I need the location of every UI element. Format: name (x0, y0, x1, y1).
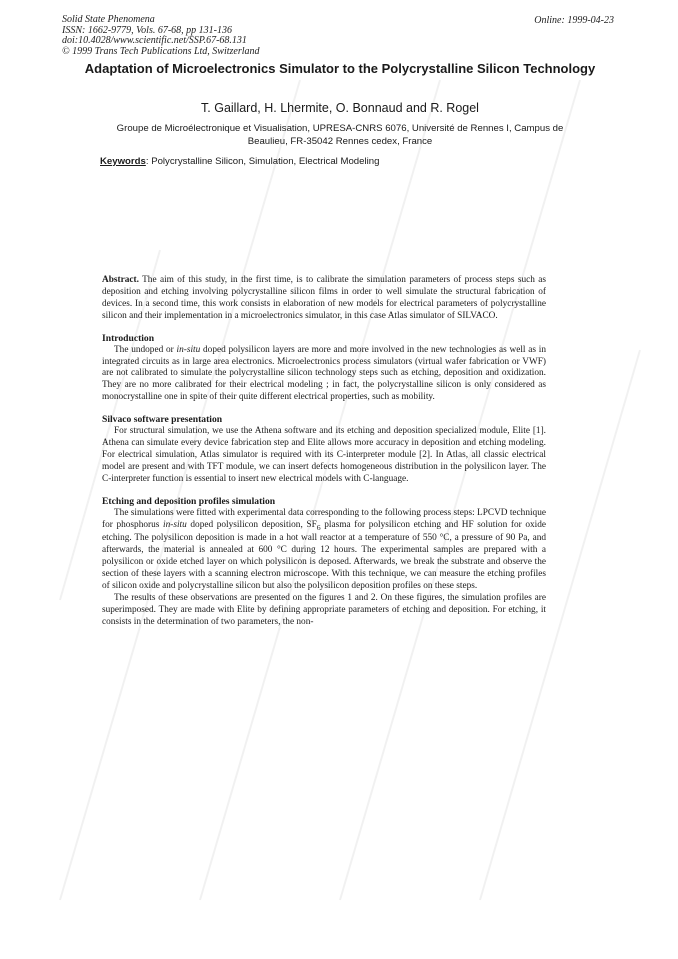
doi-link[interactable]: doi:10.4028/www.scientific.net/SSP.67-68.131 (62, 35, 247, 46)
journal-name: Solid State Phenomena (62, 14, 155, 25)
introduction-paragraph (102, 345, 546, 405)
keywords-label: Keywords (100, 156, 146, 167)
intro-text-em: in-situ (176, 344, 201, 355)
etching-text-b: doped polysilicon deposition, SF (186, 519, 317, 530)
publication-meta (62, 15, 260, 57)
copyright-line: © 1999 Trans Tech Publications Ltd, Switzerland (62, 45, 260, 57)
issn-line: ISSN: 1662-9779, Vols. 67-68, pp 131-136 (62, 24, 232, 36)
keywords-text: : Polycrystalline Silicon, Simulation, Electrical Modeling (145, 156, 380, 167)
silvaco-heading: Silvaco software presentation (102, 414, 223, 426)
etching-text-a: The simulations were fitted with experimental data corresponding to the following process steps: LPCVD technique for phosphorus (102, 507, 546, 530)
online-date: Online: 1999-04-23 (534, 15, 614, 26)
etching-paragraph-2: The results of these observations are presented on the figures 1 and 2. On these figures, the simulation profiles are superimposed. They are made with Elite by defining appropriate parameters of etching and deposition. For etching, it consists in the determination of two parameters, the non- (102, 592, 546, 627)
etching-heading: Etching and deposition profiles simulation (102, 495, 276, 507)
intro-text-b: doped polysilicon layers are more and more involved in the new technologies as well as in integrated circuits as in large area electronics. Microelectronics process simulators (virtual wafer fabrication or VWF) are not calibrated to simulate the polycrystalline silicon technology steps such as etching, deposition and oxidization. They are no more calibrated for their electrical modeling ; in fact, the polycrystalline silicon is only considered as monocrystalline one in spite of their quite different electrical properties, such as mobility. (102, 344, 546, 403)
affiliation: Groupe de Microélectronique et Visualisation, UPRESA-CNRS 6076, Université de Rennes I, Campus de Beaulieu, FR-35042 Rennes cedex, France (116, 123, 564, 147)
paper-title: Adaptation of Microelectronics Simulator to the Polycrystalline Silicon Technology (84, 61, 596, 76)
introduction-heading: Introduction (102, 332, 155, 344)
keywords (100, 156, 379, 167)
authors: T. Gaillard, H. Lhermite, O. Bonnaud and R. Rogel (201, 101, 479, 115)
etching-subscript: 6 (316, 522, 321, 532)
etching-paragraph-1 (102, 508, 546, 593)
abstract-text: The aim of this study, in the first time, is to calibrate the simulation parameters of process steps such as deposition and etching involving polycrystalline silicon films in order to well simulate the structural fabrication of devices. In a second time, this work consists in elaboration of new models for electrical parameters of polycrystalline silicon and their implementation in a microelectronics simulator, in this case Atlas simulator of SILVACO. (102, 275, 546, 321)
etching-text-c: plasma for polysilicon etching and HF solution for oxide etching. The polysilicon deposition is made in a hot wall reactor at a temperature of 550 °C, a pressure of 90 Pa, and afterwards, the material is annealed at 600 °C during 12 hours. The experimental samples are prepared with a polysilicon or oxide etched layer on which polysilicon is deposed. Afterwards, we break the substrate and observe the section of these layers with a scanning electron microscope. With this technique, we can measure the etching profiles of silicon oxide and polycrystalline silicon but also the polysilicon deposition profiles on these steps. (102, 519, 546, 591)
silvaco-paragraph: For structural simulation, we use the Athena software and its etching and deposition specialized module, Elite [1]. Athena can simulate every device fabrication step and Elite allows more accuracy in deposition and etching modeling. For electrical simulation, Atlas simulator is required with its C-interpreter module [2]. In Atlas, all classic electrical model are present and with TFT module, we can insert defects homogeneous distribution in the polysilicon layer. The C-interpreter function is essential to insert new electrical models with C-language. (102, 426, 546, 484)
abstract-label: Abstract. (102, 275, 139, 285)
abstract (102, 275, 546, 323)
intro-text-a: The undoped or (114, 344, 177, 355)
paper-body (102, 275, 546, 629)
etching-text-em: in-situ (163, 519, 187, 530)
